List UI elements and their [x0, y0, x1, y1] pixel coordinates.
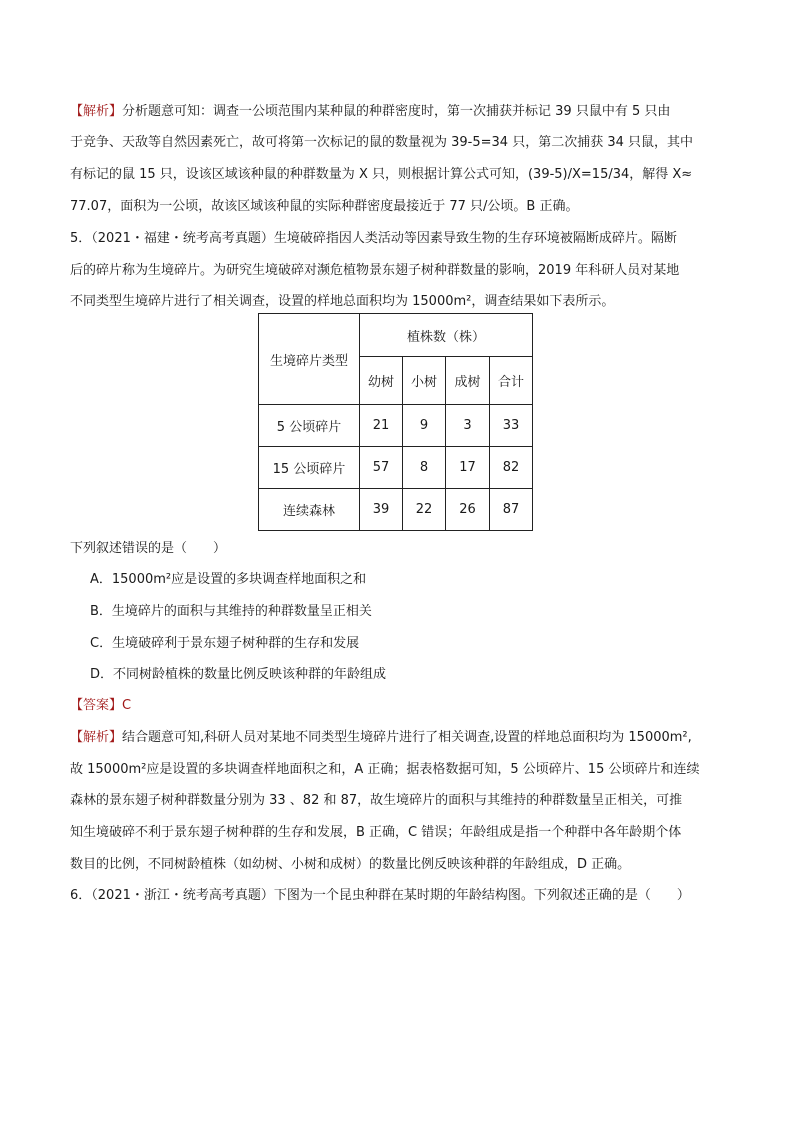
group-header-cell: 植株数（株） [360, 314, 533, 357]
table-cell: 26 [446, 489, 490, 531]
q5-analysis-line-3: 森林的景东翅子树种群数量分别为 33 、82 和 87，故生境碎片的面积与其维持的种群数量呈正相关，可推 [70, 793, 683, 808]
table-cell: 33 [490, 405, 533, 447]
q5-answer [70, 697, 730, 715]
column-header: 小树 [403, 357, 446, 405]
answer-value: C [122, 698, 132, 713]
q5-stem-line-1: 5．（2021・福建・统考高考真题）生境破碎指因人类活动等因素导致生物的生存环境被隔断成碎片。隔断 [70, 231, 677, 246]
table-cell: 22 [403, 489, 446, 531]
table-cell: 9 [403, 405, 446, 447]
column-header: 合计 [490, 357, 533, 405]
q5-stem-line-2: 后的碎片称为生境碎片。为研究生境破碎对濒危植物景东翅子树种群数量的影响，2019 年科研人员对某地 [70, 263, 680, 278]
analysis-tag: 【解析】 [70, 104, 123, 119]
answer-tag: 【答案】 [70, 698, 123, 713]
q5-analysis-line-4: 知生境破碎不利于景东翅子树种群的生存和发展，B 正确，C 错误；年龄组成是指一个种群中各年龄期个体 [70, 825, 682, 840]
q5-stem-line-3: 不同类型生境碎片进行了相关调查，设置的样地总面积均为 15000m²，调查结果如下表所示。 [70, 294, 615, 309]
option-c: C．生境破碎利于景东翅子树种群的生存和发展 [90, 636, 360, 651]
row-label: 5 公顷碎片 [259, 405, 360, 447]
table-cell: 39 [360, 489, 403, 531]
column-header: 成树 [446, 357, 490, 405]
row-label: 连续森林 [259, 489, 360, 531]
q5-analysis-line-1: 【解析】结合题意可知,科研人员对某地不同类型生境碎片进行了相关调查,设置的样地总面积均为 15000m², [70, 730, 692, 745]
table-cell: 8 [403, 447, 446, 489]
table-row [259, 405, 533, 447]
table-cell: 21 [360, 405, 403, 447]
option-b: B．生境碎片的面积与其维持的种群数量呈正相关 [90, 604, 372, 619]
option-a: A．15000m²应是设置的多块调查样地面积之和 [90, 572, 367, 587]
q6-stem: 6．（2021・浙江・统考高考真题）下图为一个昆虫种群在某时期的年龄结构图。下列叙述正确的是（ ） [70, 888, 690, 903]
q4-analysis-line-3: 有标记的鼠 15 只，设该区域该种鼠的种群数量为 X 只，则根据计算公式可知，(39-5)/X=15/34，解得 X≈ [70, 167, 693, 182]
table-row [259, 447, 533, 489]
survey-table [258, 313, 533, 531]
q4-analysis-line-4: 77.07，面积为一公顷，故该区域该种鼠的实际种群密度最接近于 77 只/公顷。B 正确。 [70, 199, 579, 214]
analysis-tag: 【解析】 [70, 730, 123, 745]
q5-analysis-line-2: 故 15000m²应是设置的多块调查样地面积之和，A 正确；据表格数据可知，5 公顷碎片、15 公顷碎片和连续 [70, 762, 700, 777]
q4-analysis-line-1: 【解析】分析题意可知：调查一公顷范围内某种鼠的种群密度时，第一次捕获并标记 39 只鼠中有 5 只由 [70, 104, 671, 119]
row-header-cell: 生境碎片类型 [259, 314, 360, 405]
table-cell: 3 [446, 405, 490, 447]
table-cell: 82 [490, 447, 533, 489]
table-cell: 17 [446, 447, 490, 489]
option-d: D．不同树龄植株的数量比例反映该种群的年龄组成 [90, 667, 387, 682]
q5-prompt: 下列叙述错误的是（ ） [70, 541, 227, 556]
q5-analysis-line-5: 数目的比例，不同树龄植株（如幼树、小树和成树）的数量比例反映该种群的年龄组成，D 正确。 [70, 857, 631, 872]
table-row [259, 489, 533, 531]
column-header: 幼树 [360, 357, 403, 405]
table-cell: 87 [490, 489, 533, 531]
table-cell: 57 [360, 447, 403, 489]
row-label: 15 公顷碎片 [259, 447, 360, 489]
q4-analysis-line-2: 于竞争、天敌等自然因素死亡，故可将第一次标记的鼠的数量视为 39-5=34 只，第二次捕获 34 只鼠，其中 [70, 135, 694, 150]
